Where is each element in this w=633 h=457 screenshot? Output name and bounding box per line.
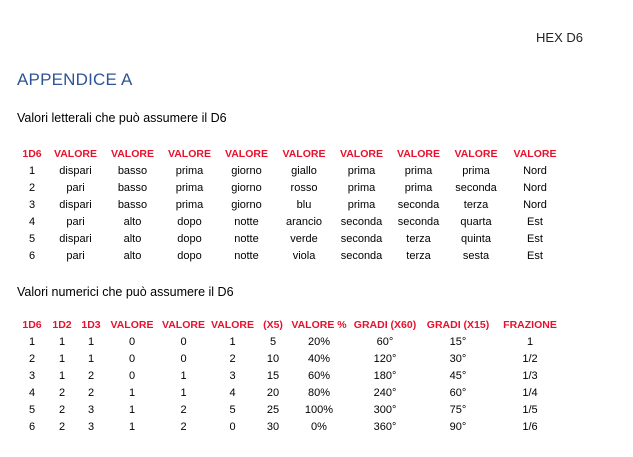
column-header: 1D3 [81,318,101,331]
column-header: (X5) [263,318,283,331]
table-cell: 20% [307,335,331,348]
table-cell: seconda [340,232,383,245]
table-cell: notte [234,249,259,262]
table-cell: 3 [28,198,36,211]
table-row [17,333,565,350]
column-header: FRAZIONE [503,318,557,331]
table-cell: blu [296,198,312,211]
table-cell: 30 [266,420,280,433]
table-cell: 15° [449,335,467,348]
table-cell: 5 [269,335,277,348]
table-cell: terza [463,198,489,211]
table-cell: terza [406,232,431,245]
table-cell: 1 [229,335,236,348]
table-cell: Nord [523,198,547,211]
table-cell: alto [123,232,142,245]
table-cell: 1/5 [522,403,538,416]
table-row [17,418,565,435]
table-cell: 100% [304,403,334,416]
table-cell: basso [117,164,148,177]
table-cell: 4 [28,215,36,228]
table-cell: 0% [311,420,327,433]
column-header: VALORE [513,147,557,160]
table-cell: quarta [460,215,492,228]
table-cell: basso [117,198,148,211]
column-header: VALORE [54,147,97,160]
table-cell: 180° [373,369,397,382]
column-header: VALORE [225,147,268,160]
table-cell: dopo [177,215,202,228]
column-header: 1D6 [22,318,42,331]
table-cell: terza [406,249,431,262]
table-cell: pari [66,215,85,228]
table-cell: 1 [128,403,136,416]
table-cell: seconda [340,215,383,228]
table-cell: 5 [28,232,36,245]
table-cell: basso [117,181,148,194]
table-cell: 0 [128,335,136,348]
column-header: VALORE [110,318,154,331]
table-cell: 1 [128,420,136,433]
table-cell: giallo [291,164,317,177]
table-cell: giorno [231,164,262,177]
table-cell: prima [175,181,204,194]
table-cell: 3 [229,369,236,382]
table-cell: Nord [523,181,547,194]
table-cell: 30° [449,352,467,365]
table-row [17,230,565,247]
table-cell: pari [66,181,85,194]
table-cell: 1 [28,335,36,348]
column-header: VALORE [397,147,440,160]
column-header: GRADI (X60) [353,318,417,331]
table-cell: prima [347,164,376,177]
table-cell: 75° [449,403,467,416]
numeric-values-caption: Valori numerici che può assumere il D6 [17,285,234,299]
table-cell: 20 [266,386,280,399]
table-row [17,350,565,367]
table-cell: 10 [266,352,280,365]
table-cell: 6 [28,420,36,433]
table-cell: sesta [462,249,490,262]
table-cell: 1/4 [522,386,538,399]
column-header: GRADI (X15) [426,318,490,331]
table-cell: 60° [449,386,467,399]
table-cell: dispari [59,198,92,211]
column-header: VALORE [282,147,326,160]
column-header: 1D6 [22,147,42,160]
numeric-values-table [17,316,565,435]
table-cell: 80% [307,386,331,399]
table-cell: 2 [28,181,36,194]
table-cell: 2 [58,420,66,433]
table-cell: 4 [229,386,236,399]
table-cell: 6 [28,249,36,262]
table-cell: 2 [28,352,36,365]
table-row [17,247,565,264]
column-header: VALORE [168,147,211,160]
column-header: VALORE [111,147,154,160]
table-cell: alto [123,215,142,228]
literal-values-table [17,145,565,264]
column-header: VALORE % [291,318,347,331]
table-cell: 300° [373,403,397,416]
table-row [17,213,565,230]
table-cell: verde [290,232,318,245]
table-cell: 0 [128,369,136,382]
column-header: VALORE [454,147,498,160]
table-row [17,162,565,179]
table-cell: 0 [180,335,187,348]
table-cell: 45° [449,369,467,382]
table-cell: Est [527,215,543,228]
table-cell: 1 [87,352,95,365]
appendix-title: APPENDICE A [17,70,133,89]
table-cell: 15 [266,369,280,382]
table-cell: 1 [180,369,187,382]
table-cell: prima [404,181,433,194]
table-cell: 1/6 [522,420,538,433]
table-cell: 2 [180,403,187,416]
table-cell: Nord [523,164,547,177]
table-cell: alto [123,249,142,262]
table-cell: 240° [373,386,397,399]
table-cell: 2 [87,369,95,382]
table-cell: rosso [290,181,318,194]
column-header: VALORE [340,147,383,160]
table-cell: 2 [58,386,66,399]
table-cell: prima [404,164,433,177]
table-cell: 360° [373,420,397,433]
table-cell: Est [527,232,543,245]
table-cell: 1 [526,335,534,348]
table-row [17,179,565,196]
table-cell: 1/3 [522,369,538,382]
table-cell: seconda [455,181,497,194]
table-cell: prima [347,181,376,194]
table-cell: dopo [177,232,202,245]
literal-values-caption: Valori letterali che può assumere il D6 [17,111,227,125]
table-cell: quinta [461,232,491,245]
table-cell: 1 [58,352,66,365]
table-cell: 0 [180,352,187,365]
table-cell: 1 [58,369,66,382]
table-cell: prima [175,164,204,177]
table-cell: prima [462,164,490,177]
table-cell: giorno [231,198,262,211]
table-cell: 2 [229,352,236,365]
table-row [17,401,565,418]
column-header: VALORE [162,318,205,331]
table-cell: 4 [28,386,36,399]
table-cell: 1 [58,335,66,348]
table-cell: prima [175,198,204,211]
table-cell: 25 [266,403,280,416]
column-header: VALORE [211,318,254,331]
table-cell: notte [234,232,259,245]
table-cell: 2 [58,403,66,416]
table-row [17,196,565,213]
numeric-values-header-row [17,316,565,333]
table-cell: 3 [87,403,95,416]
table-cell: Est [527,249,543,262]
table-cell: 5 [28,403,36,416]
table-cell: dispari [59,164,92,177]
document-header-label: HEX D6 [536,30,583,45]
table-cell: dopo [177,249,202,262]
table-cell: 2 [180,420,187,433]
table-cell: 120° [373,352,397,365]
table-row [17,367,565,384]
table-cell: notte [234,215,259,228]
table-cell: 1 [180,386,187,399]
table-cell: 0 [229,420,236,433]
table-cell: prima [347,198,376,211]
table-cell: 40% [307,352,331,365]
table-cell: 90° [449,420,467,433]
table-cell: giorno [231,181,262,194]
table-cell: arancio [285,215,323,228]
table-cell: dispari [59,232,92,245]
table-cell: 1 [128,386,136,399]
table-cell: seconda [397,198,440,211]
table-cell: 1 [28,164,36,177]
table-cell: 60% [307,369,331,382]
table-cell: 5 [229,403,236,416]
table-cell: seconda [340,249,383,262]
table-cell: 0 [128,352,136,365]
table-cell: viola [292,249,316,262]
table-cell: 1/2 [522,352,538,365]
table-cell: pari [66,249,85,262]
table-cell: 3 [28,369,36,382]
table-cell: 60° [376,335,394,348]
literal-values-header-row [17,145,565,162]
table-row [17,384,565,401]
table-cell: 2 [87,386,95,399]
table-cell: 1 [87,335,95,348]
column-header: 1D2 [52,318,72,331]
table-cell: 3 [87,420,95,433]
table-cell: seconda [397,215,440,228]
